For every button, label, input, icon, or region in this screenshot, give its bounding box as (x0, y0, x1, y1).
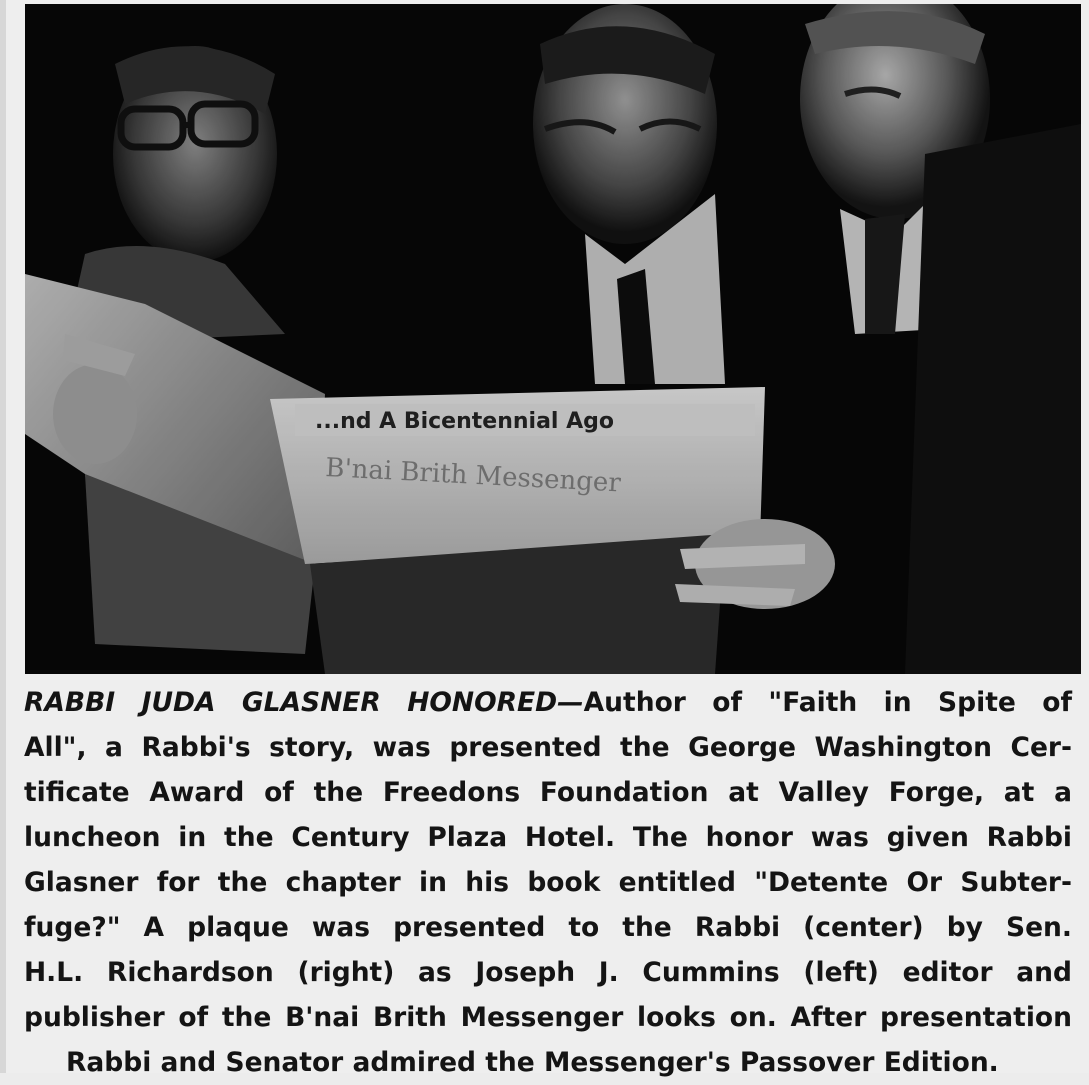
caption-line: All", a Rabbi's story, was presented the George Washington Cer- (24, 732, 1072, 763)
caption-line: Glasner for the chapter in his book entitled "Detente Or Subter- (24, 867, 1072, 898)
caption-line-1 (24, 680, 1072, 725)
news-photo (25, 4, 1081, 674)
caption-text: Author of "Faith in Spite of (583, 687, 1072, 718)
news-photo-illustration (25, 4, 1081, 674)
caption-line: luncheon in the Century Plaza Hotel. The honor was given Rabbi (24, 822, 1072, 853)
newspaper-masthead: B'nai Brith Messenger (324, 453, 622, 499)
caption-line-last: Rabbi and Senator admired the Messenger's Passover Edition. (66, 1047, 999, 1078)
caption-headline: RABBI JUDA GLASNER HONORED— (24, 687, 584, 718)
caption-line: publisher of the B'nai Brith Messenger looks on. After presentation (24, 1002, 1072, 1033)
scan-edge (0, 0, 6, 1073)
caption-line: tificate Award of the Freedons Foundation at Valley Forge, at a (24, 777, 1072, 808)
caption-line: fuge?" A plaque was presented to the Rabbi (center) by Sen. (24, 912, 1072, 943)
newspaper-headline: ...nd A Bicentennial Ago (315, 409, 614, 434)
photo-caption (24, 680, 1072, 1085)
caption-line: H.L. Richardson (right) as Joseph J. Cummins (left) editor and (24, 957, 1072, 988)
